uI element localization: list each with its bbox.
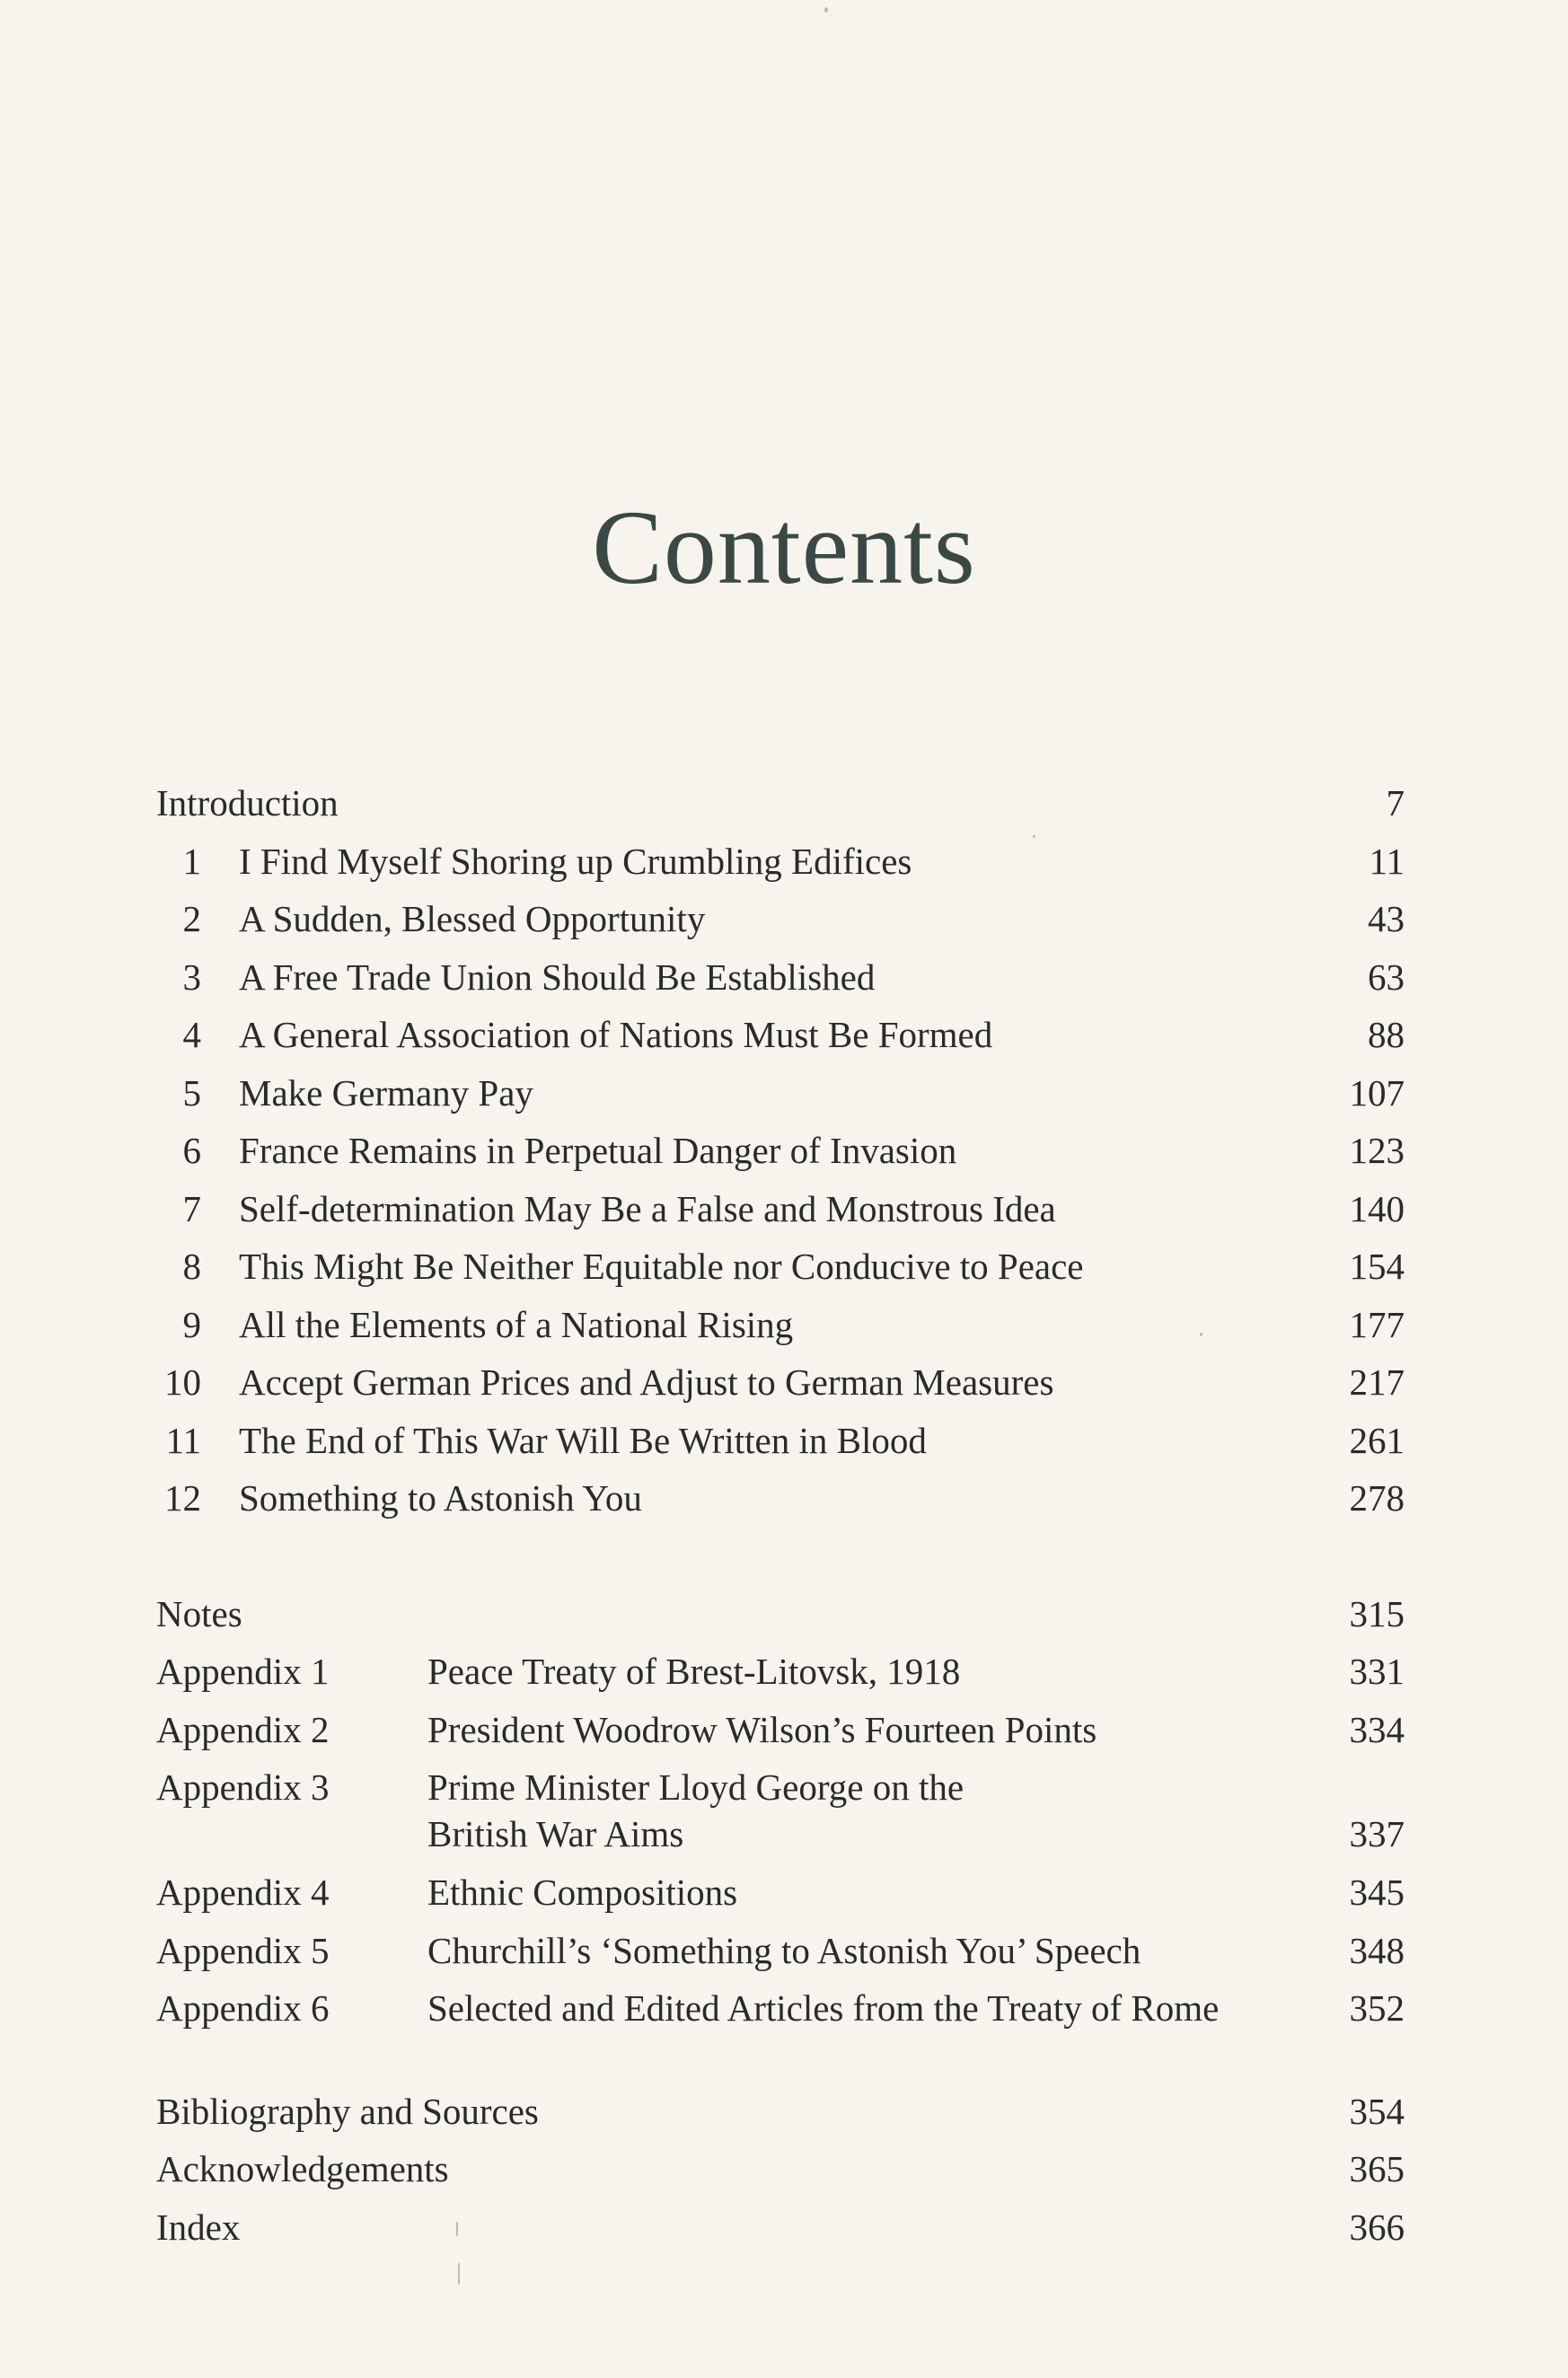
chapter-title: All the Elements of a National Rising (239, 1303, 794, 1345)
chapter-number: 1 (182, 840, 201, 882)
section-spacer (156, 2038, 1405, 2083)
appendix-page-number: 345 (1349, 1872, 1405, 1913)
chapter-number: 12 (164, 1477, 201, 1519)
appendix-page-number: 337 (1349, 1813, 1405, 1854)
page-title: Contents (592, 489, 976, 606)
toc-entry-bibliography (156, 2083, 1405, 2141)
chapter-page-number: 123 (1349, 1130, 1405, 1171)
entry-page-number: 7 (1386, 782, 1405, 823)
entry-page-number: 354 (1349, 2090, 1405, 2132)
toc-chapter-row (156, 1412, 1405, 1470)
chapter-page-number: 177 (1349, 1303, 1405, 1345)
toc-appendix-row (156, 1979, 1405, 2038)
appendix-title: Peace Treaty of Brest-Litovsk, 1918 (427, 1651, 961, 1692)
chapter-page-number: 63 (1368, 956, 1405, 998)
chapter-title: The End of This War Will Be Written in Blood (239, 1419, 927, 1461)
appendix-label: Appendix 4 (156, 1872, 330, 1913)
appendix-page-number: 334 (1349, 1708, 1405, 1750)
chapter-number: 2 (182, 898, 201, 939)
toc-chapter-row (156, 1353, 1405, 1412)
chapter-title: Make Germany Pay (239, 1071, 533, 1114)
toc-chapter-row (156, 1237, 1405, 1296)
chapter-number: 4 (182, 1014, 201, 1055)
chapter-page-number: 43 (1368, 898, 1405, 939)
toc-appendix-row (156, 1922, 1405, 1980)
chapter-number: 10 (164, 1361, 201, 1403)
chapter-number: 9 (182, 1303, 201, 1345)
table-of-contents (156, 774, 1405, 2256)
appendix-page-number: 331 (1349, 1651, 1405, 1692)
entry-page-number: 366 (1349, 2206, 1405, 2248)
chapter-page-number: 261 (1349, 1419, 1405, 1461)
chapter-page-number: 154 (1349, 1246, 1405, 1287)
chapter-title: A Free Trade Union Should Be Established (239, 956, 876, 998)
entry-title: Bibliography and Sources (156, 2090, 539, 2132)
chapter-title: I Find Myself Shoring up Crumbling Edifices (239, 840, 912, 882)
chapter-number: 5 (182, 1071, 201, 1114)
appendix-page-number: 348 (1349, 1929, 1405, 1971)
paper-speck (458, 2263, 460, 2285)
toc-chapter-row (156, 1064, 1405, 1123)
appendix-page-number: 352 (1349, 1987, 1405, 2029)
appendix-title-line-2: British War Aims (427, 1813, 684, 1854)
entry-page-number: 315 (1349, 1592, 1405, 1634)
toc-appendix-row (156, 1863, 1405, 1922)
chapter-title: Something to Astonish You (239, 1477, 642, 1519)
chapter-page-number: 217 (1349, 1361, 1405, 1403)
appendix-title-block (427, 1764, 964, 1857)
toc-entry-acknowledgements (156, 2140, 1405, 2198)
toc-appendix-row (156, 1643, 1405, 1701)
entry-title: Index (156, 2206, 241, 2248)
toc-chapter-row (156, 832, 1405, 891)
entry-page-number: 365 (1349, 2148, 1405, 2189)
appendix-title: Selected and Edited Articles from the Treaty of Rome (427, 1987, 1220, 2029)
toc-entry-notes (156, 1585, 1405, 1643)
appendix-title: Churchill’s ‘Something to Astonish You’ Speech (427, 1929, 1141, 1971)
appendix-label: Appendix 5 (156, 1929, 330, 1971)
toc-chapter-row (156, 1180, 1405, 1238)
chapter-number: 3 (182, 956, 201, 998)
entry-title: Notes (156, 1592, 242, 1634)
chapter-title: A General Association of Nations Must Be Formed (239, 1014, 993, 1055)
chapter-page-number: 140 (1349, 1187, 1405, 1229)
toc-entry-introduction (156, 774, 1405, 832)
chapter-page-number: 107 (1349, 1071, 1405, 1114)
toc-appendix-row (156, 1758, 1405, 1863)
toc-chapter-row (156, 1006, 1405, 1064)
chapter-title: Accept German Prices and Adjust to German Measures (239, 1361, 1054, 1403)
toc-chapter-row (156, 890, 1405, 948)
toc-chapter-row (156, 1469, 1405, 1528)
chapter-title: Self-determination May Be a False and Monstrous Idea (239, 1187, 1056, 1229)
chapter-title: A Sudden, Blessed Opportunity (239, 898, 706, 939)
toc-chapter-row (156, 1122, 1405, 1180)
toc-appendix-row (156, 1701, 1405, 1759)
appendix-label: Appendix 1 (156, 1651, 330, 1692)
entry-title: Introduction (156, 782, 339, 823)
paper-speck (824, 7, 828, 13)
chapter-number: 8 (182, 1246, 201, 1287)
chapter-page-number: 278 (1349, 1477, 1405, 1519)
chapter-page-number: 88 (1368, 1014, 1405, 1055)
toc-chapter-row (156, 1296, 1405, 1354)
entry-title: Acknowledgements (156, 2148, 449, 2189)
toc-chapter-row (156, 948, 1405, 1007)
chapter-page-number: 11 (1369, 840, 1405, 882)
appendix-label: Appendix 6 (156, 1987, 330, 2029)
chapter-number: 11 (165, 1419, 201, 1461)
appendix-title: Prime Minister Lloyd George on the (427, 1766, 965, 1808)
chapter-number: 6 (182, 1130, 201, 1171)
section-spacer (156, 1528, 1405, 1585)
chapter-number: 7 (182, 1187, 201, 1229)
appendix-title: President Woodrow Wilson’s Fourteen Points (427, 1708, 1097, 1750)
chapter-title: This Might Be Neither Equitable nor Conducive to Peace (239, 1246, 1084, 1287)
toc-entry-index (156, 2198, 1405, 2257)
appendix-label: Appendix 2 (156, 1708, 330, 1750)
chapter-title: France Remains in Perpetual Danger of Invasion (239, 1130, 957, 1171)
appendix-title: Ethnic Compositions (427, 1872, 738, 1913)
appendix-label: Appendix 3 (156, 1766, 330, 1808)
